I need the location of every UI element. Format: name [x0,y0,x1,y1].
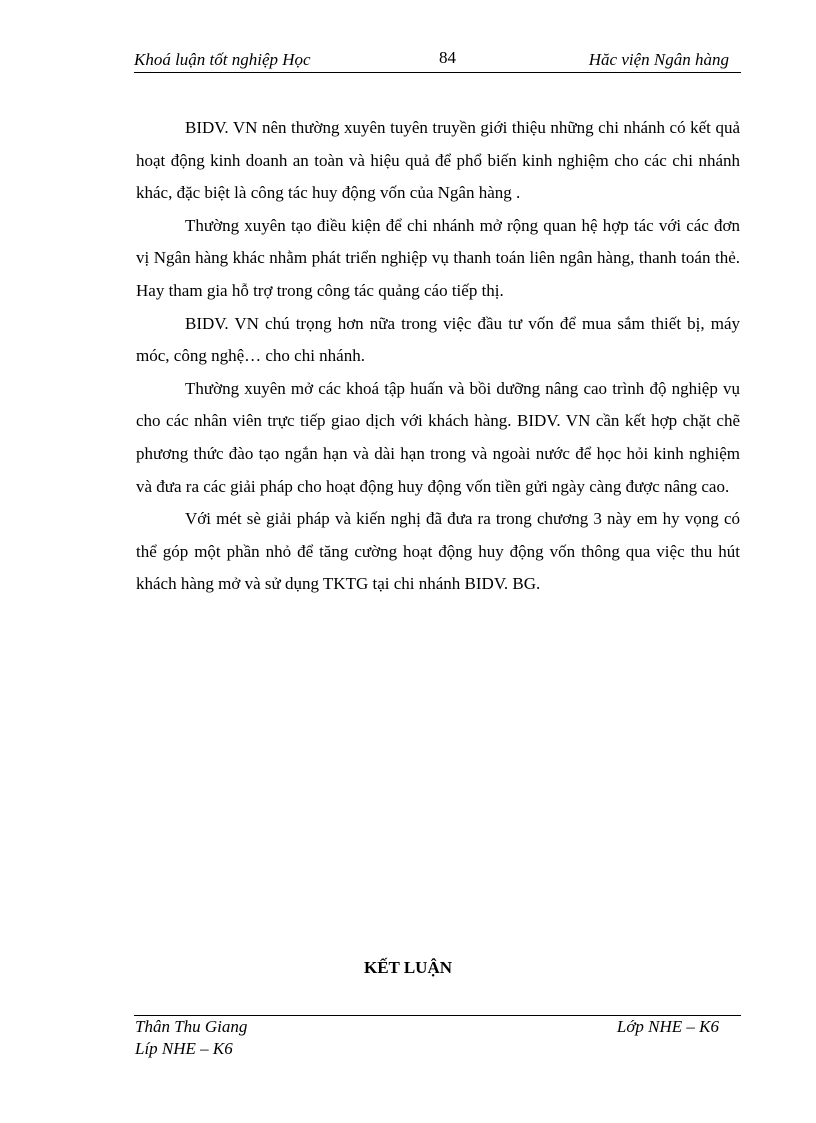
paragraph: BIDV. VN nên thường xuyên tuyên truyền giới thiệu những chi nhánh có kết quả hoạt động kinh doanh an toàn và hiệu quả để phổ biến kinh nghiệm cho các chi nhánh khác, đặc biệt là công tác huy động vốn của Ngân hàng . [136,118,740,203]
page-header [134,48,741,73]
body-text [136,112,740,601]
paragraph: Thường xuyên tạo điều kiện để chi nhánh mở rộng quan hệ hợp tác với các đơn vị Ngân hàng khác nhằm phát triển nghiệp vụ thanh toán liên ngân hàng, thanh toán thẻ. Hay tham gia hỗ trợ trong công tác quảng cáo tiếp thị. [136,215,740,300]
conclusion-heading: KẾT LUẬN [363,958,452,977]
header-institution: Hăc viện Ngân hàng [588,50,729,69]
paragraph: Với mét sè giải pháp và kiến nghị đã đưa ra trong chương 3 này em hy vọng có thể góp một phần nhỏ để tăng cường hoạt động huy động vốn thông qua việc thu hút khách hàng mở và sử dụng TKTG tại chi nhánh BIDV. BG. [136,509,740,594]
page-number: 84 [439,48,456,67]
footer-author: Thân Thu Giang [135,1017,248,1036]
paragraph: Thường xuyên mở các khoá tập huấn và bồi dưỡng nâng cao trình độ nghiệp vụ cho các nhân viên trực tiếp giao dịch với khách hàng. BIDV. VN cần kết hợp chặt chẽ phương thức đào tạo ngắn hạn và dài hạn trong và ngoài nước để học hỏi kinh nghiệm và đưa ra các giải pháp cho hoạt động huy động vốn tiền gửi ngày càng được nâng cao. [136,378,740,496]
footer-class-right: Lớp NHE – K6 [616,1017,719,1036]
header-thesis-title: Khoá luận tốt nghiệp Học [134,50,311,69]
paragraph: BIDV. VN chú trọng hơn nữa trong việc đầu tư vốn để mua sắm thiết bị, máy móc, công nghệ… cho chi nhánh. [136,313,740,366]
footer-class-left: Líp NHE – K6 [135,1039,233,1058]
